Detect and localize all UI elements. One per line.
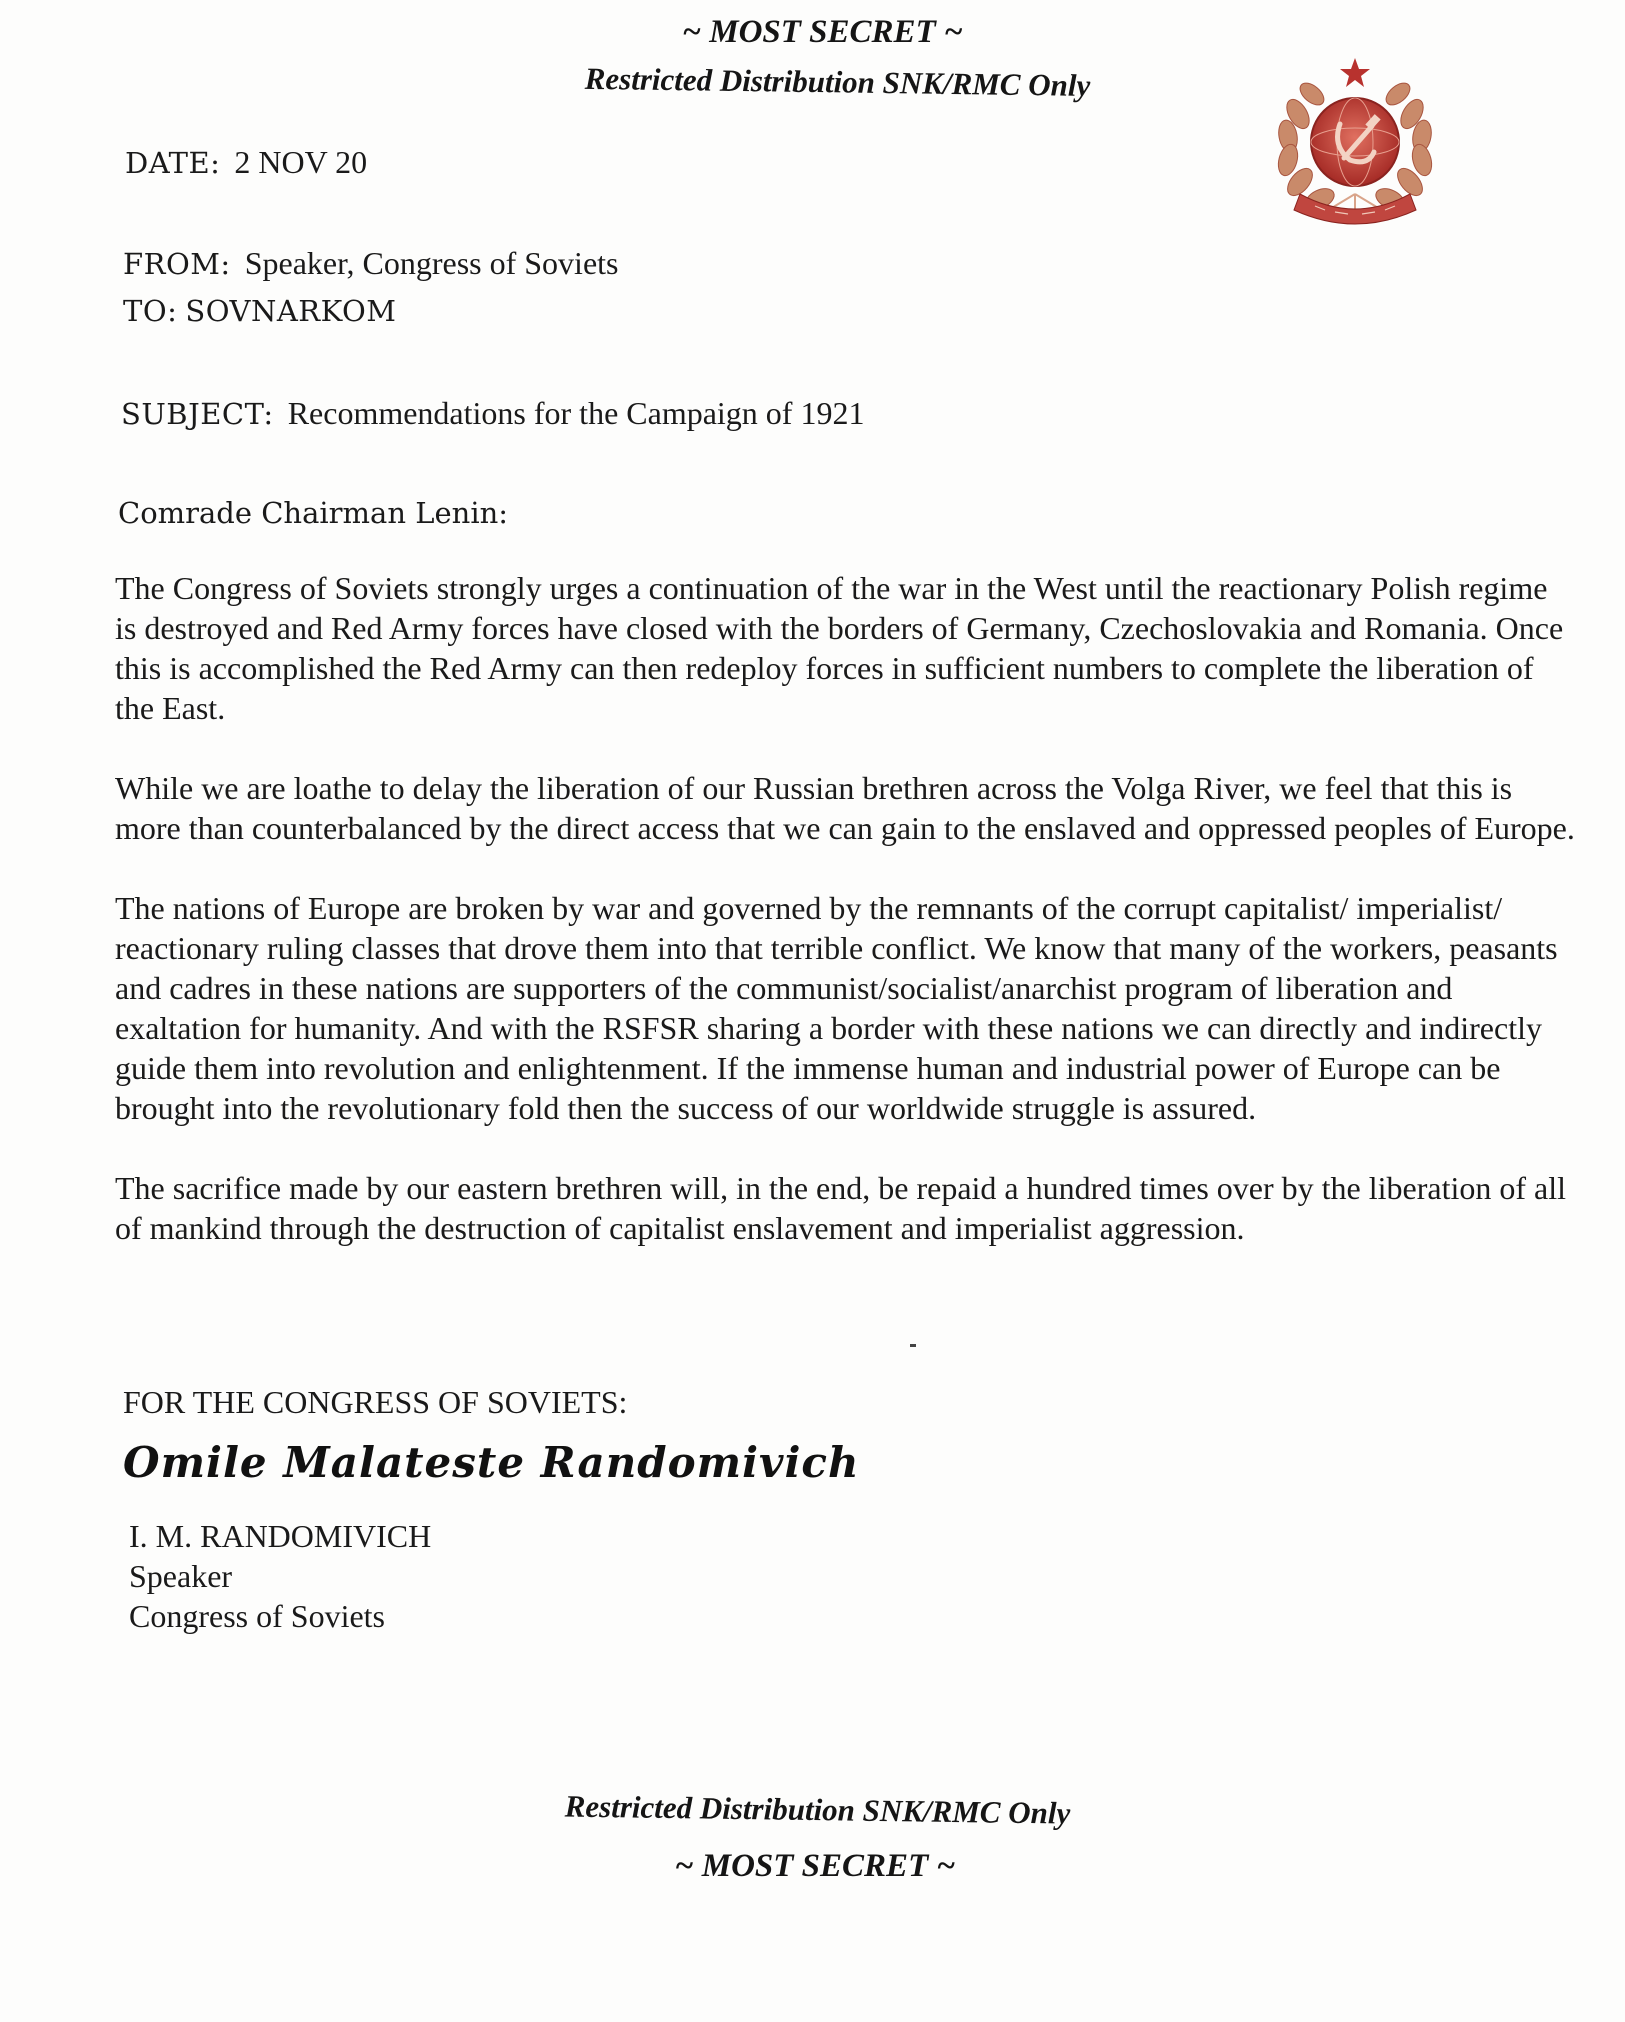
from-label: FROM: (123, 247, 231, 281)
salutation: Comrade Chairman Lenin: (118, 496, 509, 530)
distribution-notice-top: Restricted Distribution SNK/RMC Only (584, 60, 1091, 103)
from-field (123, 247, 618, 279)
subject-label: SUBJECT: (121, 397, 274, 431)
distribution-notice-bottom: Restricted Distribution SNK/RMC Only (564, 1788, 1071, 1831)
date-label: DATE: (125, 146, 221, 180)
state-emblem-icon (1270, 54, 1440, 230)
closing-line: FOR THE CONGRESS OF SOVIETS: (123, 1384, 628, 1420)
date-field (125, 146, 367, 178)
signatory-title: Speaker (129, 1558, 233, 1594)
subject-field (121, 397, 864, 429)
signatory-organization: Congress of Soviets (129, 1598, 385, 1634)
classification-bottom: ~ MOST SECRET ~ (674, 1848, 956, 1884)
subject-value: Recommendations for the Campaign of 1921 (287, 395, 865, 431)
handwritten-signature: Omile Malateste Randomivich (123, 1438, 860, 1487)
body-paragraph: The Congress of Soviets strongly urges a continuation of the war in the West until the reactionary Polish regime is destroyed and Red Army forces have closed with the borders of Germany, Czechoslovakia and Romania. Once this is accomplished the Red Army can then redeploy forces in sufficient numbers to complete the liberation of the East. (115, 570, 1564, 726)
from-value: Speaker, Congress of Soviets (244, 245, 619, 281)
body-paragraph: While we are loathe to delay the liberation of our Russian brethren across the Volga River, we feel that this is more than counterbalanced by the direct access that we can gain to the enslaved and oppressed peoples of Europe. (115, 770, 1575, 846)
stray-mark (910, 1344, 916, 1347)
memo-body (115, 568, 1575, 1288)
date-value: 2 NOV 20 (234, 144, 368, 180)
to-label: TO: (123, 294, 178, 328)
signatory-name: I. M. RANDOMIVICH (129, 1518, 432, 1554)
to-field (123, 294, 397, 328)
signature-block (129, 1516, 431, 1636)
classification-top: ~ MOST SECRET ~ (682, 14, 963, 50)
body-paragraph: The sacrifice made by our eastern brethren will, in the end, be repaid a hundred times over by the liberation of all of mankind through the destruction of capitalist enslavement and imperialist aggression. (115, 1170, 1567, 1246)
body-paragraph: The nations of Europe are broken by war and governed by the remnants of the corrupt capitalist/ imperialist/ reactionary ruling classes that drove them into that terrible conflict. We know that many of the workers, peasants and cadres in these nations are supporters of the communist/socialist/anarchist program of liberation and exaltation for humanity. And with the RSFSR sharing a border with these nations we can directly and indirectly guide them into revolution and enlightenment. If the immense human and industrial power of Europe can be brought into the revolutionary fold then the success of our worldwide struggle is assured. (115, 890, 1558, 1126)
to-value: SOVNARKOM (185, 294, 397, 328)
